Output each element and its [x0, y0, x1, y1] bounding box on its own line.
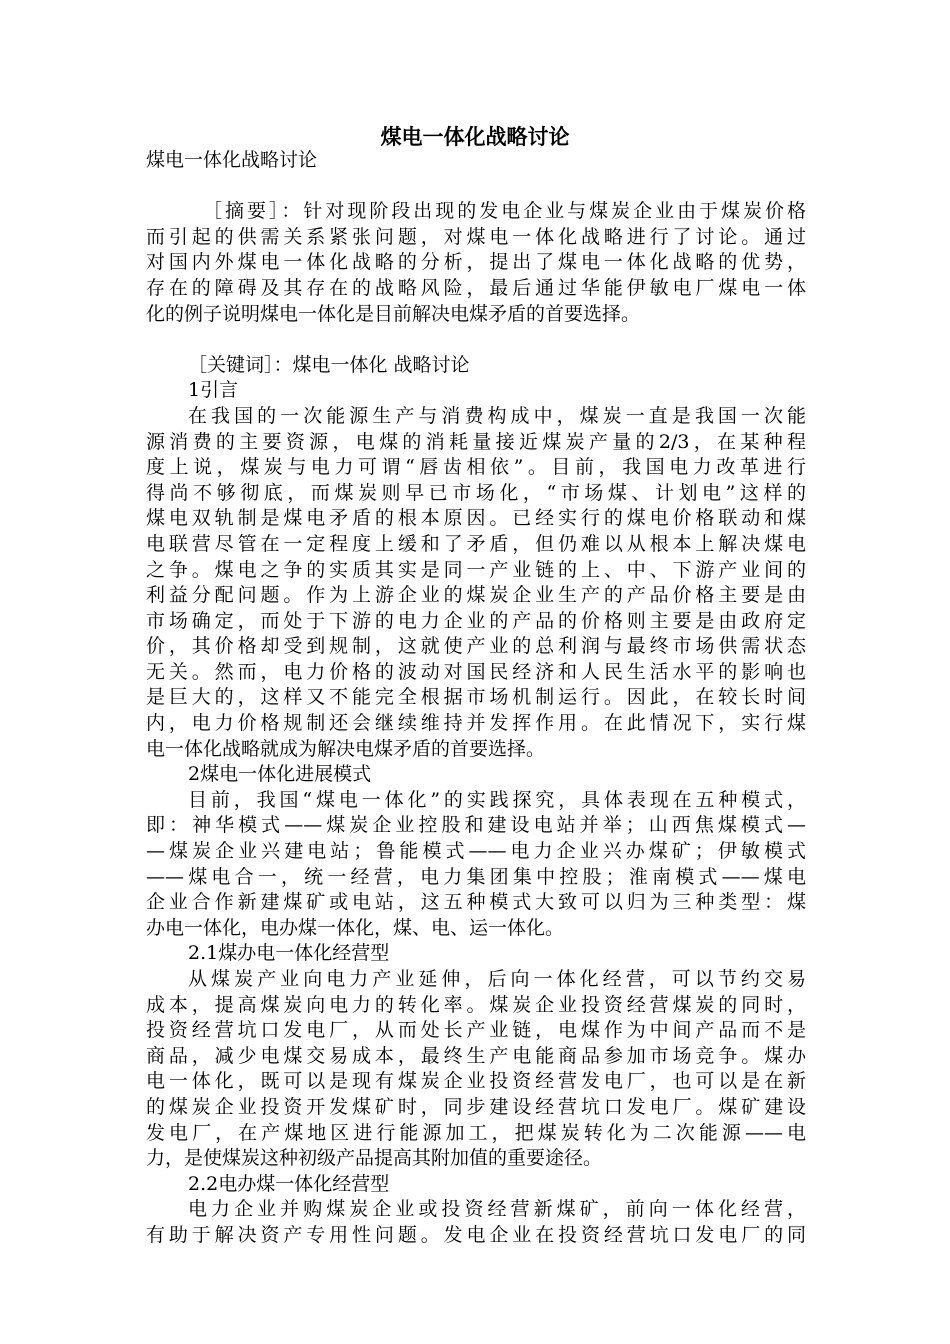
section-paragraph	[146, 967, 806, 1172]
paragraph-line: 办电一体化，电办煤一体化，煤、电、运一体化。	[146, 916, 565, 939]
paragraph-line: 从煤炭产业向电力产业延伸，后向一体化经营，可以节约交易	[188, 968, 806, 990]
paragraph-line: 电一体化，既可以是现有煤炭企业投资经营发电厂，也可以是在新	[146, 1070, 806, 1093]
abstract-line: 存在的障碍及其存在的战略风险，最后通过华能伊敏电厂煤电一体	[146, 276, 806, 299]
paragraph-line: 价，其价格却受到规制，这就使产业的总利润与最终市场供需状态	[146, 635, 806, 658]
paragraph-line: 力，是使煤炭这种初级产品提高其附加值的重要途径。	[146, 1147, 603, 1170]
paragraph-line: 利益分配问题。作为上游企业的煤炭企业生产的产品价格主要是由	[146, 584, 806, 607]
paragraph-line: 电一体化战略就成为解决电煤矛盾的首要选择。	[146, 737, 546, 760]
section-paragraph	[146, 1197, 806, 1248]
abstract-line: 化的例子说明煤电一体化是目前解决电煤矛盾的首要选择。	[146, 302, 641, 325]
section-paragraph	[146, 788, 806, 942]
section-heading: 1引言	[188, 379, 239, 402]
abstract	[146, 199, 806, 327]
document-title: 煤电一体化战略讨论	[380, 125, 570, 149]
section-heading: 2煤电一体化进展模式	[188, 763, 372, 786]
section-heading: 2.1煤办电一体化经营型	[188, 942, 390, 965]
abstract-line: ［摘要］：针对现阶段出现的发电企业与煤炭企业由于煤炭价格	[203, 200, 806, 223]
document-subtitle: 煤电一体化战略讨论	[146, 149, 318, 171]
paragraph-line: 电联营尽管在一定程度上缓和了矛盾，但仍难以从根本上解决煤电	[146, 532, 806, 555]
paragraph-line: 内，电力价格规制还会继续维持并发挥作用。在此情况下，实行煤	[146, 712, 806, 735]
section-paragraph	[146, 404, 806, 762]
paragraph-line: 在我国的一次能源生产与消费构成中，煤炭一直是我国一次能	[188, 404, 806, 427]
paragraph-line: 得尚不够彻底，而煤炭则早已市场化，“市场煤、计划电”这样的	[146, 481, 806, 504]
abstract-line: 而引起的供需关系紧张问题，对煤电一体化战略进行了讨论。通过	[146, 225, 806, 248]
paragraph-line: 目前，我国“煤电一体化”的实践探究，具体表现在五种模式，	[188, 788, 806, 811]
paragraph-line: 之争。煤电之争的实质其实是同一产业链的上、中、下游产业间的	[146, 558, 806, 581]
keywords: ［关键词］：煤电一体化 战略讨论	[188, 353, 470, 376]
paragraph-line: 投资经营坑口发电厂，从而处长产业链，电煤作为中间产品而不是	[146, 1019, 806, 1042]
paragraph-line: —煤炭企业兴建电站；鲁能模式——电力企业兴办煤矿；伊敏模式	[146, 840, 806, 863]
paragraph-line: 企业合作新建煤矿或电站，这五种模式大致可以归为三种类型：煤	[146, 891, 806, 914]
paragraph-line: 电力企业并购煤炭企业或投资经营新煤矿，前向一体化经营，	[188, 1198, 806, 1221]
abstract-line: 对国内外煤电一体化战略的分析，提出了煤电一体化战略的优势，	[146, 251, 806, 274]
section-heading: 2.2电办煤一体化经营型	[188, 1172, 390, 1195]
paragraph-line: 有助于解决资产专用性问题。发电企业在投资经营坑口发电厂的同	[146, 1223, 806, 1246]
paragraph-line: 即：神华模式——煤炭企业控股和建设电站并举；山西焦煤模式—	[146, 814, 806, 837]
paragraph-line: 是巨大的，这样又不能完全根据市场机制运行。因此，在较长时间	[146, 686, 806, 709]
paragraph-line: 商品，减少电煤交易成本，最终生产电能商品参加市场竞争。煤办	[146, 1044, 806, 1067]
paragraph-line: 成本，提高煤炭向电力的转化率。煤炭企业投资经营煤炭的同时，	[146, 993, 806, 1016]
paragraph-line: 源消费的主要资源，电煤的消耗量接近煤炭产量的2/3，在某种程	[146, 430, 806, 453]
paragraph-line: 度上说，煤炭与电力可谓“唇齿相依”。目前，我国电力改革进行	[146, 456, 806, 479]
paragraph-line: 的煤炭企业投资开发煤矿时，同步建设经营坑口发电厂。煤矿建设	[146, 1095, 806, 1118]
blank-line	[146, 174, 806, 200]
paragraph-line: 发电厂，在产煤地区进行能源加工，把煤炭转化为二次能源——电	[146, 1121, 806, 1144]
paragraph-line: 市场确定，而处于下游的电力企业的产品的价格则主要是由政府定	[146, 609, 806, 632]
document-body	[146, 148, 806, 1249]
paragraph-line: ——煤电合一，统一经营，电力集团集中控股；淮南模式——煤电	[146, 865, 806, 888]
blank-line	[146, 327, 806, 353]
paragraph-line: 煤电双轨制是煤电矛盾的根本原因。已经实行的煤电价格联动和煤	[146, 507, 806, 530]
paragraph-line: 无关。然而，电力价格的波动对国民经济和人民生活水平的影响也	[146, 660, 806, 683]
